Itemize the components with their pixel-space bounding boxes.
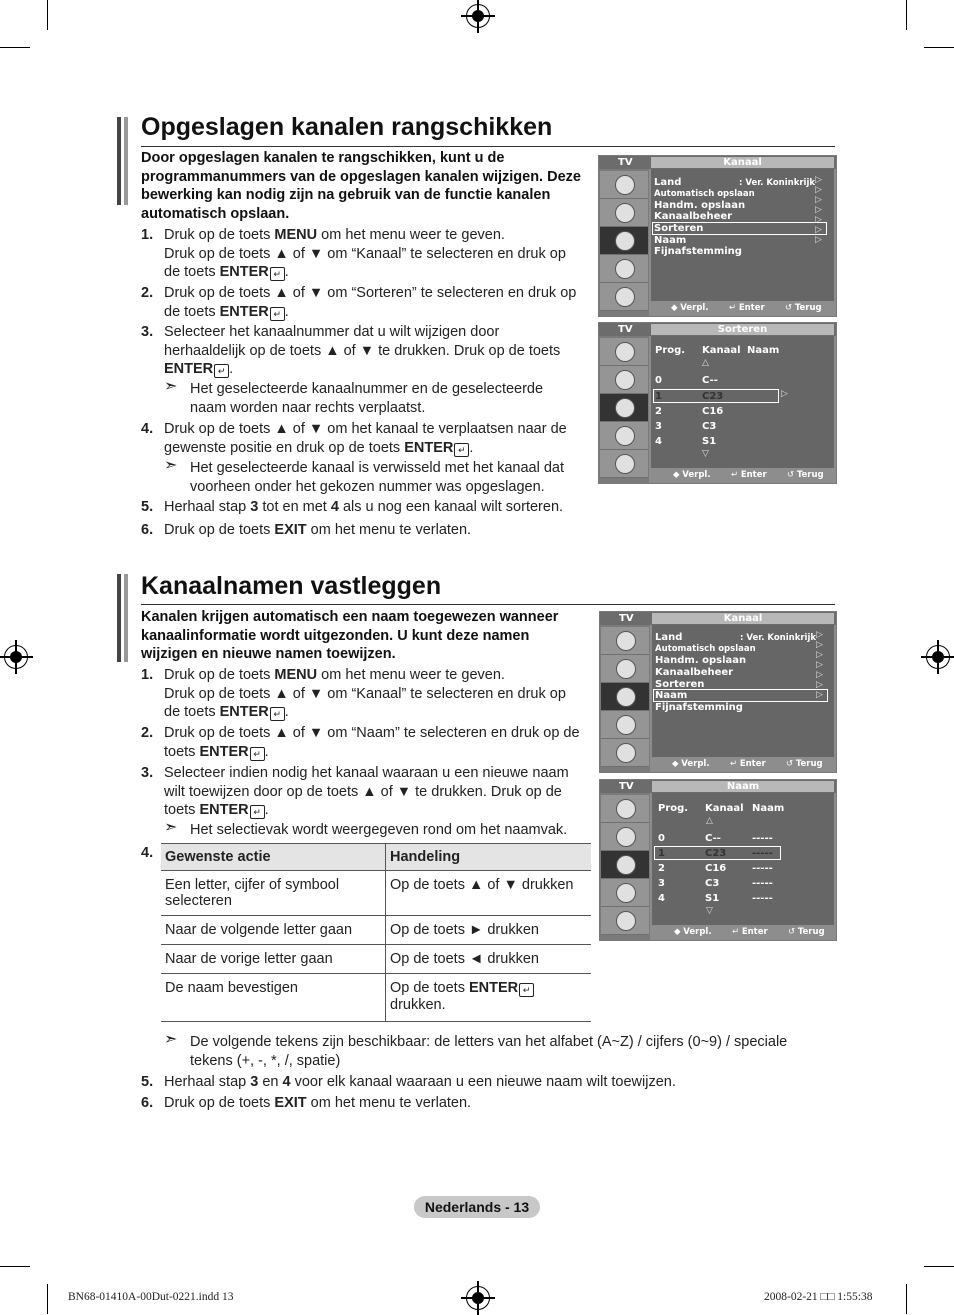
channel-icon [616,687,636,707]
table-cell: Een letter, cijfer of symbool selecteren [161,871,386,916]
table-header: Gewenste actie [161,844,386,871]
picture-icon [615,342,635,362]
page-number-badge: Nederlands - 13 [414,1196,540,1218]
table-cell: Op de toets ▲ of ▼ drukken [386,871,592,916]
osd-naam: TV Naam Prog. Kanaal Naam △ 0 C-- ----- 1 C23 ----- 2 C16 ----- 3 C3 ----- 4 S1 ----- ▽ ◆ Verpl. ↵ Enter ↺ Terug [599,779,837,941]
enter-icon: ↵ [250,747,265,761]
note-3: ➣ Het selectievak wordt weergegeven rond om het naamvak. [164,819,568,838]
crop-mark [906,0,907,30]
osd-sorteren: TV Sorteren Prog. Kanaal Naam △ 0 C-- 1 C23 ▷ 2 C16 3 C3 4 S1 ▽ ◆ Verpl. ↵ Enter ↺ Terug [598,322,837,484]
step-1: 1. Druk op de toets MENU om het menu weer te geven. Druk op de toets ▲ of ▼ om “Kanaal” te selecteren en druk op de toets ENTER ↵ . [141,227,566,280]
table-cell: De naam bevestigen [161,974,386,1022]
picture-icon [616,799,636,819]
step-6: 6. Druk op de toets EXIT om het menu te verlaten. [141,522,472,538]
table-cell: Naar de volgende letter gaan [161,916,386,945]
crop-mark [0,1266,30,1267]
step-3: 3. Selecteer indien nodig het kanaal waaraan u een nieuwe naam wilt toewijzen door op de toets ▲ of ▼ te drukken. Druk op de toets ENTER ↵ . [141,765,569,818]
selection-box [653,689,828,702]
note-2: ➣ Het geselecteerde kanaal is verwisseld met het kanaal dat voorheen onder het gekozen nummer was opgeslagen. [164,457,564,495]
section-bar [124,574,128,662]
step-5: 5. Herhaal stap 3 tot en met 4 als u nog een kanaal wilt sorteren. [141,499,564,515]
setup-icon [616,715,636,735]
setup-icon [615,426,635,446]
note-arrow-icon: ➣ [164,457,178,474]
title-rule [141,146,835,147]
registration-mark-icon [466,4,490,28]
section-intro: Kanalen krijgen automatisch een naam toegewezen wanneer kanaalinformatie wordt uitgezonden. U kunt deze namen wijzigen en nieuwe namen toewijzen. [141,609,559,662]
channel-icon [615,398,635,418]
setup-icon [616,883,636,903]
input-icon [616,743,636,763]
osd-kanaal-menu-naam: TV Kanaal Land : Ver. Koninkrijk Automatisch opslaan Handm. opslaan Kanaalbeheer Sorteren Naam Fijnafstemming ▷ ▷ ▷ ▷ ▷ ▷ ▷ ◆ Verpl. ↵ Enter ↺ Terug [599,611,837,773]
section-bar [117,117,121,205]
crop-mark [906,1284,907,1314]
table-cell: Op de toets ► drukken [386,916,592,945]
crop-mark [47,0,48,30]
step-2: 2. Druk op de toets ▲ of ▼ om “Naam” te selecteren en druk op de toets ENTER ↵ . [141,725,580,760]
crop-mark [924,1266,954,1267]
crop-mark [0,47,30,48]
registration-mark-icon [466,1286,490,1310]
sound-icon [616,827,636,847]
section-bar [124,117,128,205]
section-bar [117,574,121,662]
table-header: Handeling [386,844,592,871]
input-icon [615,454,635,474]
step-4: 4. [141,845,154,861]
table-cell: Op de toets ENTER ↵ drukken. [386,974,592,1022]
registration-mark-icon [4,645,28,669]
table-cell: Op de toets ◄ drukken [386,945,592,974]
step-2: 2. Druk op de toets ▲ of ▼ om “Sorteren” te selecteren en druk op de toets ENTER ↵ . [141,285,577,320]
note-4: ➣ De volgende tekens zijn beschikbaar: de letters van het alfabet (A~Z) / cijfers (0~9) / speciale tekens (+, -, *, /, spatie) [164,1031,788,1069]
input-icon [615,287,635,307]
picture-icon [615,175,635,195]
slug-right: 2008-02-21 □□ 1:55:38 [764,1291,873,1303]
enter-icon: ↵ [250,805,265,819]
note-arrow-icon: ➣ [164,819,178,836]
note-arrow-icon: ➣ [164,378,178,395]
sound-icon [615,370,635,390]
crop-mark [47,1284,48,1314]
step-5: 5. Herhaal stap 3 en 4 voor elk kanaal waaraan u een nieuwe naam wilt toewijzen. [141,1074,676,1090]
note-1: ➣ Het geselecteerde kanaalnummer en de geselecteerde naam worden naar rechts verplaatst. [164,378,544,416]
enter-icon: ↵ [270,307,285,321]
enter-icon: ↵ [454,443,469,457]
enter-icon: ↵ [214,364,229,378]
table-cell: Naar de vorige letter gaan [161,945,386,974]
sound-icon [615,203,635,223]
crop-mark [924,47,954,48]
section-intro: Door opgeslagen kanalen te rangschikken, kunt u de programmanummers van de opgeslagen kanalen wijzigen. Deze bewerking kan nodig zijn na gebruik van de functie kanalen automatisch opslaan. [141,150,581,222]
selection-box [652,222,827,235]
title-rule [141,604,835,605]
enter-icon: ↵ [270,267,285,281]
enter-icon: ↵ [519,983,534,997]
input-icon [616,911,636,931]
step-1: 1. Druk op de toets MENU om het menu weer te geven. Druk op de toets ▲ of ▼ om “Kanaal” te selecteren en druk op de toets ENTER ↵ . [141,667,566,720]
registration-mark-icon [926,645,950,669]
step-6: 6. Druk op de toets EXIT om het menu te verlaten. [141,1095,472,1111]
sound-icon [616,659,636,679]
section-title: Kanaalnamen vastleggen [141,572,442,600]
channel-icon [616,855,636,875]
action-table [161,843,591,1022]
step-3: 3. Selecteer het kanaalnummer dat u wilt wijzigen door herhaaldelijk op de toets ▲ of ▼ te drukken. Druk op de toets ENTER ↵ . [141,324,561,377]
slug-left: BN68-01410A-00Dut-0221.indd 13 [68,1291,234,1303]
step-4: 4. Druk op de toets ▲ of ▼ om het kanaal te verplaatsen naar de gewenste positie en druk op de toets ENTER ↵ . [141,421,567,456]
osd-kanaal-menu: TV Kanaal Land : Ver. Koninkrijk Automatisch opslaan Handm. opslaan Kanaalbeheer Sorteren Naam Fijnafstemming ▷ ▷ ▷ ▷ ▷ ▷ ▷ ◆ Verpl. ↵ Enter ↺ Terug [598,155,837,317]
section-title: Opgeslagen kanalen rangschikken [141,113,553,141]
note-arrow-icon: ➣ [164,1031,178,1048]
picture-icon [616,631,636,651]
setup-icon [615,259,635,279]
enter-icon: ↵ [270,707,285,721]
channel-icon [615,231,635,251]
